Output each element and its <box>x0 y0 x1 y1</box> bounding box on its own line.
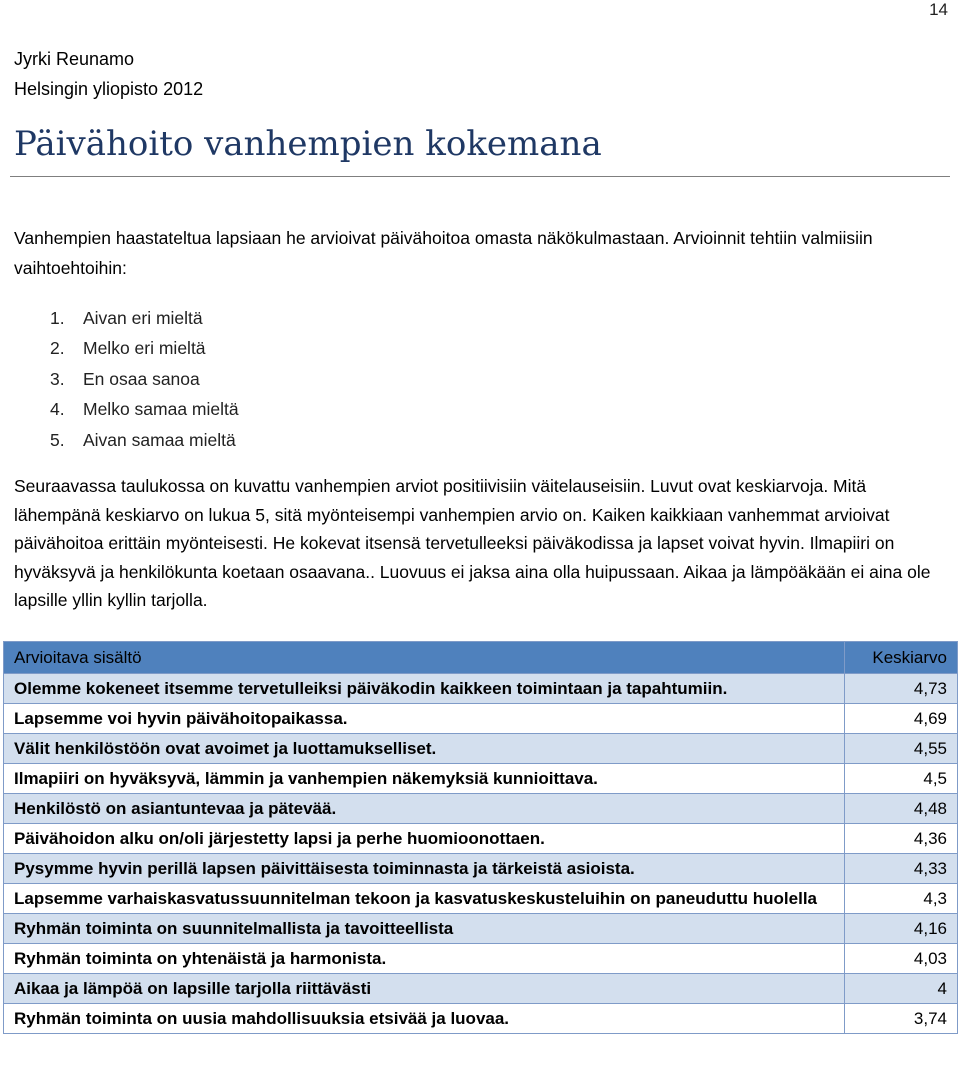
statement-cell: Päivähoidon alku on/oli järjestetty lapsi ja perhe huomioonottaen. <box>4 824 845 854</box>
mean-value-cell: 4,48 <box>845 794 958 824</box>
scale-item-label: Aivan eri mieltä <box>83 308 203 328</box>
institution-year: Helsingin yliopisto 2012 <box>14 79 204 99</box>
title-divider <box>10 176 950 177</box>
document-header <box>14 44 203 104</box>
statement-cell: Aikaa ja lämpöä on lapsille tarjolla riittävästi <box>4 974 845 1004</box>
table-row <box>4 914 958 944</box>
table-row <box>4 944 958 974</box>
scale-item-label: Aivan samaa mieltä <box>83 429 236 450</box>
mean-value-cell: 4,36 <box>845 824 958 854</box>
table-row <box>4 824 958 854</box>
scale-item-number: 3. <box>50 368 65 389</box>
scale-item-number: 4. <box>50 399 65 420</box>
scale-item-label: Melko samaa mieltä <box>83 399 239 420</box>
mean-value-cell: 4,73 <box>845 674 958 704</box>
table-row <box>4 1004 958 1034</box>
scale-item <box>50 303 239 333</box>
page-number: 14 <box>929 0 948 19</box>
scale-item-label: Melko eri mieltä <box>83 338 206 359</box>
mean-value-cell: 4,55 <box>845 734 958 764</box>
table-row <box>4 704 958 734</box>
statement-cell: Lapsemme varhaiskasvatussuunnitelman tekoon ja kasvatuskeskusteluihin on paneuduttu huolella <box>4 884 845 914</box>
mean-value-cell: 4,16 <box>845 914 958 944</box>
table-row <box>4 794 958 824</box>
mean-value-cell: 4,5 <box>845 764 958 794</box>
header-statement-cell: Arvioitava sisältö <box>4 642 845 674</box>
scale-item <box>50 333 239 363</box>
mean-value-cell: 4,69 <box>845 704 958 734</box>
table-row <box>4 734 958 764</box>
ratings-table <box>3 641 958 1034</box>
table-row <box>4 974 958 1004</box>
statement-cell: Ryhmän toiminta on yhtenäistä ja harmonista. <box>4 944 845 974</box>
scale-item-number: 2. <box>50 338 65 359</box>
scale-item <box>50 394 239 424</box>
rating-scale-list <box>50 303 239 455</box>
scale-item-number: 1. <box>50 308 65 328</box>
scale-item <box>50 364 239 394</box>
scale-item-number: 5. <box>50 429 65 450</box>
header-value-cell: Keskiarvo <box>845 642 958 674</box>
statement-cell: Pysymme hyvin perillä lapsen päivittäisesta toiminnasta ja tärkeistä asioista. <box>4 854 845 884</box>
statement-cell: Ryhmän toiminta on suunnitelmallista ja tavoitteellista <box>4 914 845 944</box>
table-row <box>4 674 958 704</box>
statement-cell: Lapsemme voi hyvin päivähoitopaikassa. <box>4 704 845 734</box>
table-row <box>4 764 958 794</box>
table-row <box>4 884 958 914</box>
table-header-row <box>4 642 958 674</box>
mean-value-cell: 4,33 <box>845 854 958 884</box>
mean-value-cell: 3,74 <box>845 1004 958 1034</box>
mean-value-cell: 4,3 <box>845 884 958 914</box>
statement-cell: Olemme kokeneet itsemme tervetulleiksi päiväkodin kaikkeen toimintaan ja tapahtumiin. <box>4 674 845 704</box>
summary-paragraph: Seuraavassa taulukossa on kuvattu vanhempien arviot positiivisiin väitelauseisiin. Luvut ovat keskiarvoja. Mitä lähempänä keskiarvo on lukua 5, sitä myönteisempi vanhempien arvio on. Kaiken kaikkiaan vanhemmat arvioivat päivähoitoa erittäin myönteisesti. He kokevat itsensä tervetulleeksi päiväkodissa ja lapset voivat hyvin. Ilmapiiri on hyväksyvä ja henkilökunta koetaan osaavana.. Luovuus ei jaksa aina olla huipussaan. Aikaa ja lämpöäkään ei aina ole lapsille yllin kyllin tarjolla. <box>14 476 931 610</box>
document-title: Päivähoito vanhempien kokemana <box>14 124 602 164</box>
table-row <box>4 854 958 884</box>
scale-item-label: En osaa sanoa <box>83 368 200 389</box>
scale-item <box>50 425 239 455</box>
statement-cell: Henkilöstö on asiantuntevaa ja pätevää. <box>4 794 845 824</box>
statement-cell: Välit henkilöstöön ovat avoimet ja luottamukselliset. <box>4 734 845 764</box>
statement-cell: Ryhmän toiminta on uusia mahdollisuuksia etsivää ja luovaa. <box>4 1004 845 1034</box>
intro-paragraph: Vanhempien haastateltua lapsiaan he arvioivat päivähoitoa omasta näkökulmastaan. Arvioinnit tehtiin valmiisiin vaihtoehtoihin: <box>14 228 873 278</box>
author-name: Jyrki Reunamo <box>14 49 135 69</box>
statement-cell: Ilmapiiri on hyväksyvä, lämmin ja vanhempien näkemyksiä kunnioittava. <box>4 764 845 794</box>
mean-value-cell: 4 <box>845 974 958 1004</box>
mean-value-cell: 4,03 <box>845 944 958 974</box>
